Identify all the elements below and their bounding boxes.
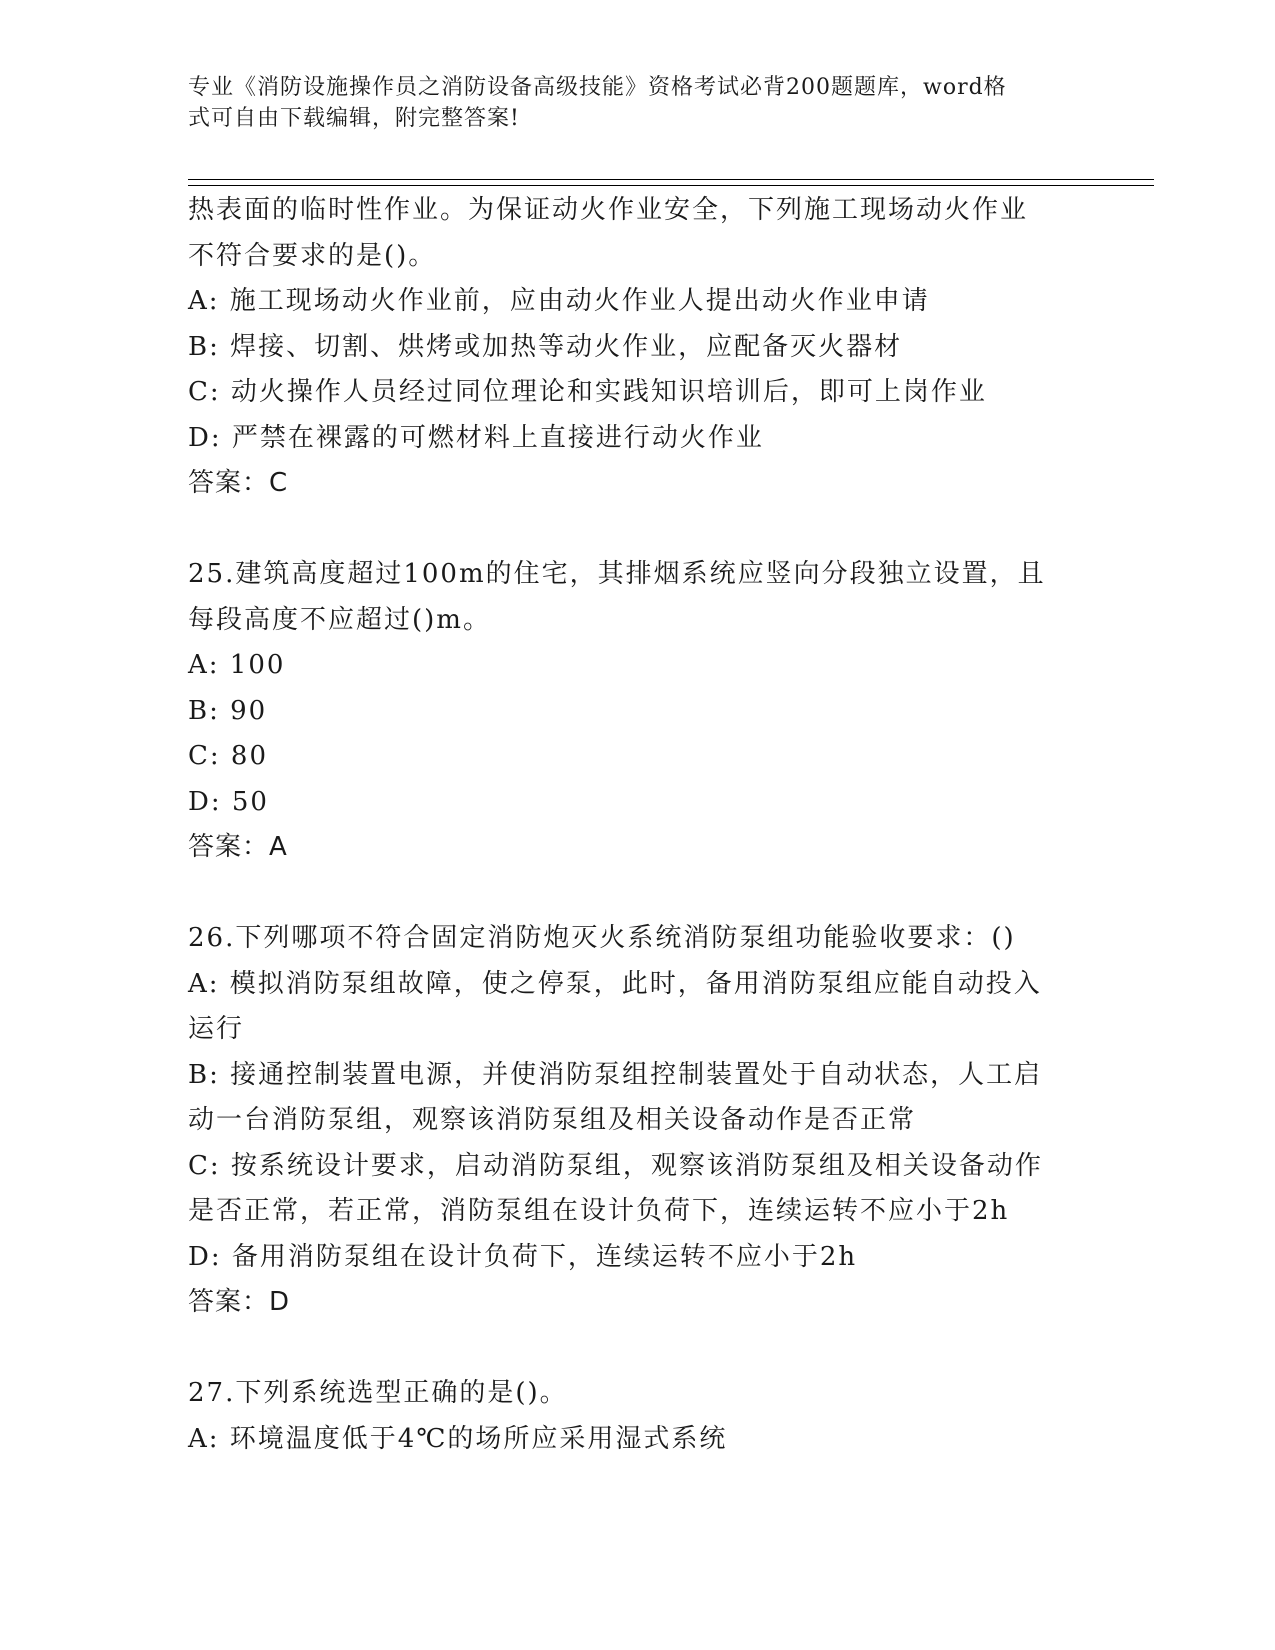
question-26-option-a-line-2: 运行 bbox=[188, 1014, 245, 1044]
question-24-answer: 答案：C bbox=[188, 468, 289, 498]
question-25-stem-line-1: 25.建筑高度超过100m的住宅，其排烟系统应竖向分段独立设置，且 bbox=[188, 559, 1046, 589]
question-content bbox=[188, 188, 1088, 1462]
question-25-option-c: C: 80 bbox=[188, 741, 269, 771]
header-line-1: 专业《消防设施操作员之消防设备高级技能》资格考试必背200题题库，word格 bbox=[188, 75, 1007, 100]
question-25-block bbox=[188, 552, 1088, 871]
document-header bbox=[188, 72, 1068, 134]
question-26-answer: 答案：D bbox=[188, 1287, 291, 1317]
question-24-option-d: D: 严禁在裸露的可燃材料上直接进行动火作业 bbox=[188, 422, 764, 453]
question-26-option-a-line-1: A: 模拟消防泵组故障，使之停泵，此时，备用消防泵组应能自动投入 bbox=[188, 968, 1042, 999]
question-26-block bbox=[188, 916, 1088, 1326]
question-24-option-c: C: 动火操作人员经过同位理论和实践知识培训后，即可上岗作业 bbox=[188, 377, 987, 407]
question-25-option-d: D: 50 bbox=[188, 786, 269, 817]
question-27-stem-line-1: 27.下列系统选型正确的是()。 bbox=[188, 1378, 568, 1408]
question-27-block bbox=[188, 1371, 1088, 1462]
question-25-answer: 答案：A bbox=[188, 832, 288, 862]
question-24-option-b: B: 焊接、切割、烘烤或加热等动火作业，应配备灭火器材 bbox=[188, 331, 903, 362]
spacer bbox=[188, 871, 1088, 917]
question-26-option-c-line-2: 是否正常，若正常，消防泵组在设计负荷下，连续运转不应小于2h bbox=[188, 1196, 1010, 1226]
question-24-block bbox=[188, 188, 1088, 507]
question-26-option-b-line-2: 动一台消防泵组，观察该消防泵组及相关设备动作是否正常 bbox=[188, 1105, 917, 1135]
question-26-option-c-line-1: C: 按系统设计要求，启动消防泵组，观察该消防泵组及相关设备动作 bbox=[188, 1150, 1043, 1181]
question-26-option-b-line-1: B: 接通控制装置电源，并使消防泵组控制装置处于自动状态，人工启 bbox=[188, 1059, 1043, 1090]
question-26-stem-line-1: 26.下列哪项不符合固定消防炮灭火系统消防泵组功能验收要求：() bbox=[188, 923, 1016, 953]
header-divider-bottom bbox=[188, 185, 1154, 186]
question-25-option-b: B: 90 bbox=[188, 695, 268, 726]
header-line-2: 式可自由下载编辑，附完整答案! bbox=[188, 106, 520, 131]
spacer bbox=[188, 1326, 1088, 1372]
question-24-stem-line-1: 热表面的临时性作业。为保证动火作业安全，下列施工现场动火作业 bbox=[188, 195, 1029, 225]
header-divider-top bbox=[188, 179, 1154, 180]
question-26-option-d: D: 备用消防泵组在设计负荷下，连续运转不应小于2h bbox=[188, 1241, 858, 1272]
question-25-stem-line-2: 每段高度不应超过()m。 bbox=[188, 604, 491, 635]
question-24-stem-line-2: 不符合要求的是()。 bbox=[188, 240, 437, 271]
question-27-option-a: A: 环境温度低于4℃的场所应采用湿式系统 bbox=[188, 1423, 728, 1454]
spacer bbox=[188, 507, 1088, 553]
question-25-option-a: A: 100 bbox=[188, 650, 286, 680]
question-24-option-a: A: 施工现场动火作业前，应由动火作业人提出动火作业申请 bbox=[188, 286, 930, 316]
